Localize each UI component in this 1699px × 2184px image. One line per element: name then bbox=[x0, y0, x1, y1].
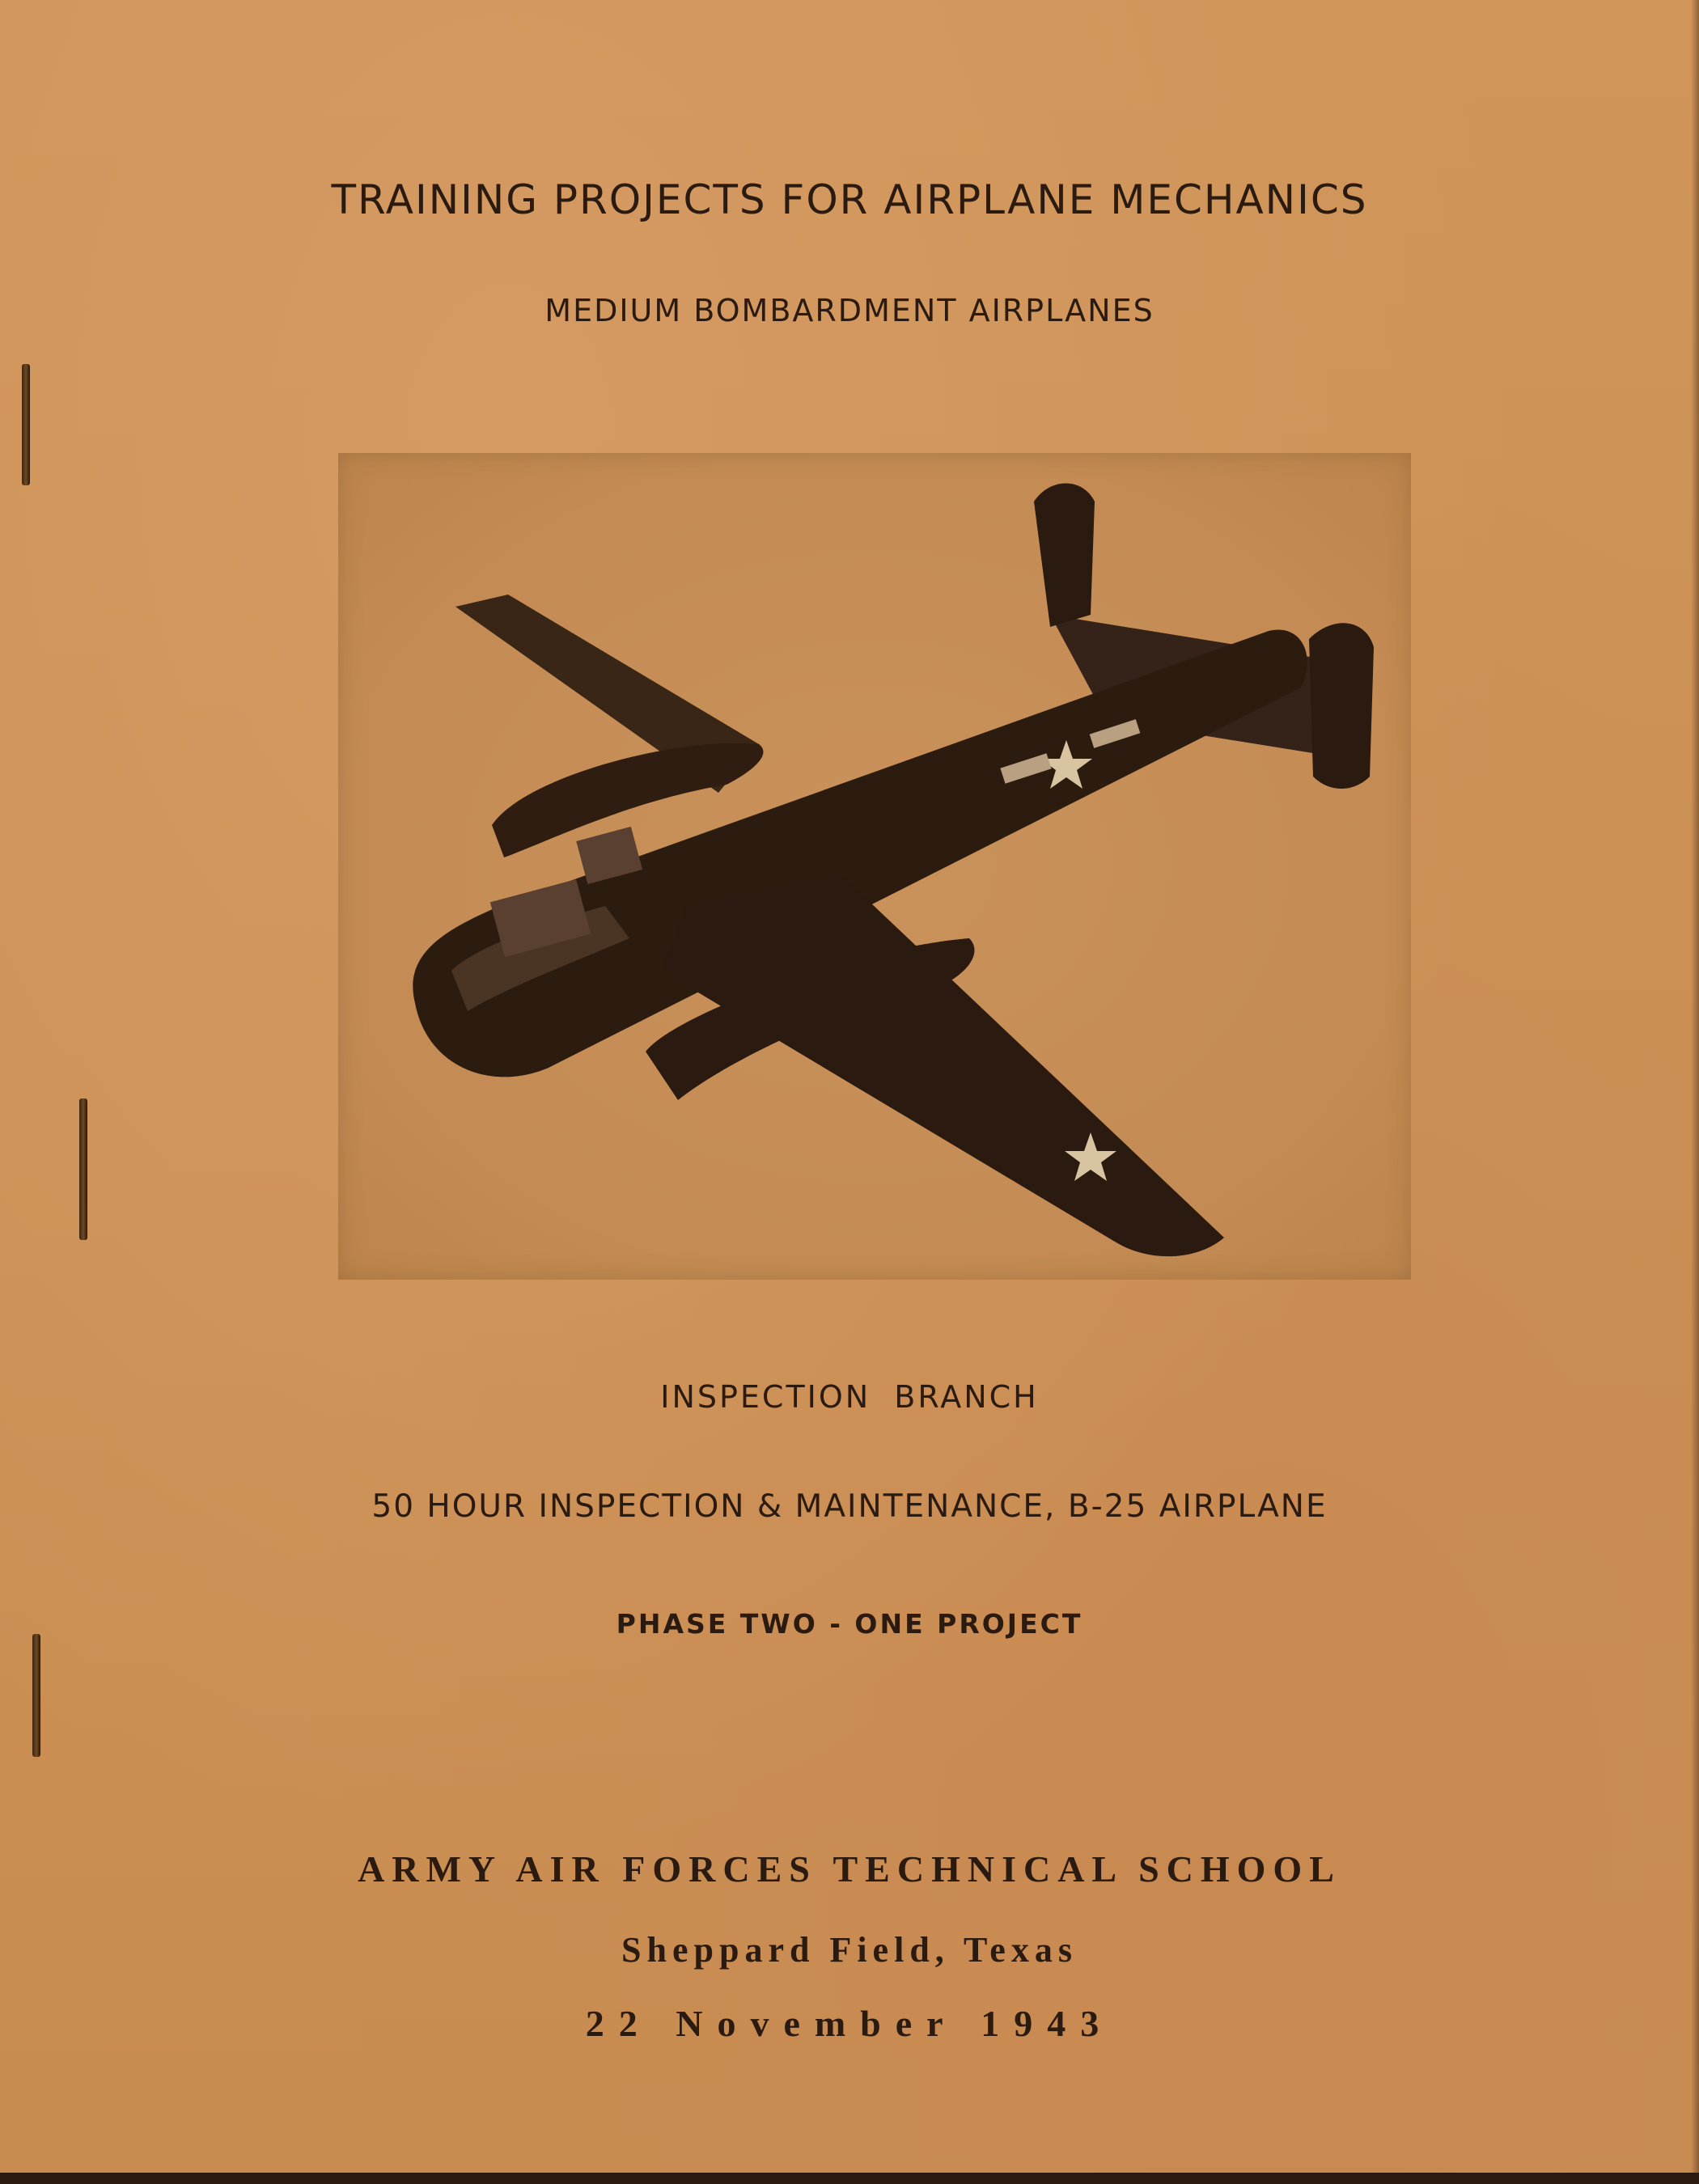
cover-subtitle: MEDIUM BOMBARDMENT AIRPLANES bbox=[544, 293, 1155, 328]
school-name: ARMY AIR FORCES TECHNICAL SCHOOL bbox=[358, 1848, 1341, 1890]
staple-middle bbox=[79, 1098, 87, 1240]
bomber-illustration bbox=[338, 453, 1411, 1280]
phase-label: PHASE TWO - ONE PROJECT bbox=[616, 1608, 1083, 1640]
cover-title: TRAINING PROJECTS FOR AIRPLANE MECHANICS bbox=[331, 176, 1368, 223]
b25-bomber-photo bbox=[338, 453, 1411, 1280]
bottom-edge bbox=[0, 2173, 1699, 2184]
inspection-title: 50 HOUR INSPECTION & MAINTENANCE, B-25 AIRPLANE bbox=[371, 1488, 1328, 1525]
publication-date: 22 November 1943 bbox=[585, 2003, 1114, 2044]
staple-top bbox=[22, 364, 30, 485]
inspection-branch-heading: INSPECTION BRANCH bbox=[660, 1379, 1039, 1415]
school-location: Sheppard Field, Texas bbox=[621, 1930, 1078, 1970]
staple-bottom bbox=[32, 1634, 40, 1757]
